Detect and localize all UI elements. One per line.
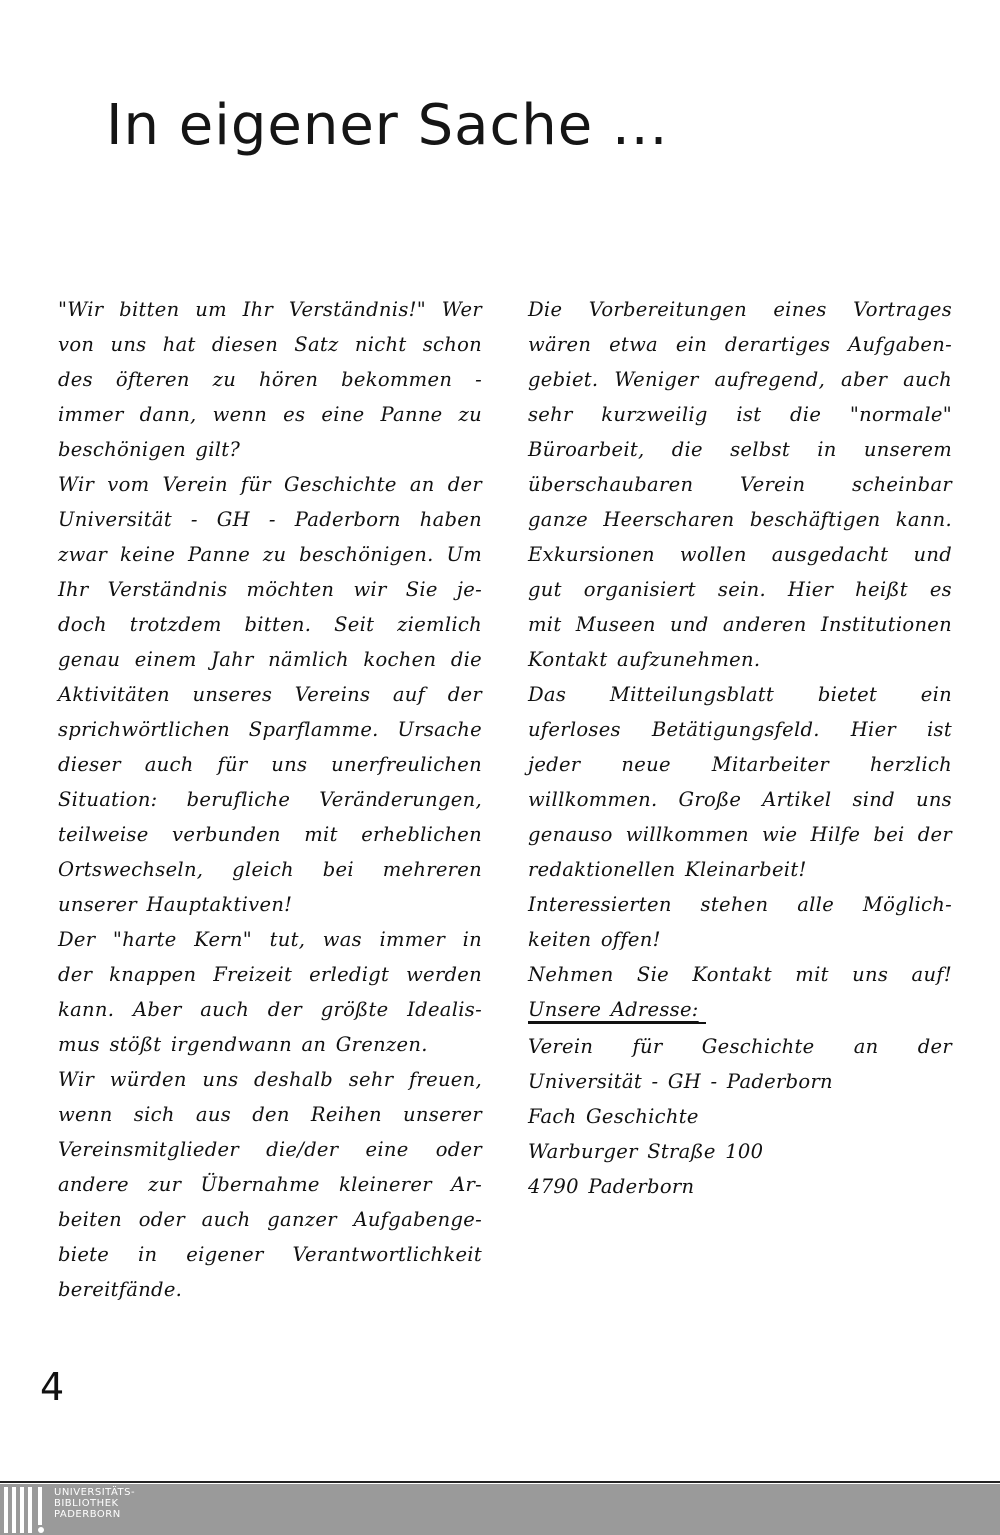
text-line: Aktivitäten unseres Vereins auf der — [58, 683, 482, 706]
text-line: der knappen Freizeit erledigt werden — [58, 963, 482, 986]
text-line: gebiet. Weniger aufregend, aber auch — [528, 368, 952, 391]
page-number: 4 — [40, 1365, 65, 1409]
text-line: bereitfände. — [58, 1278, 183, 1301]
text-line: Büroarbeit, die selbst in unserem — [528, 438, 952, 461]
text-line: von uns hat diesen Satz nicht schon — [58, 333, 482, 356]
text-line: Situation: berufliche Veränderungen, — [58, 788, 482, 811]
text-line: zwar keine Panne zu beschönigen. Um — [58, 543, 482, 566]
address-line: 4790 Paderborn — [528, 1175, 695, 1198]
text-line: Interessierten stehen alle Möglich- — [528, 893, 952, 916]
right-column — [528, 292, 952, 1204]
text-line: wenn sich aus den Reihen unserer — [58, 1103, 482, 1126]
text-line: Ortswechseln, gleich bei mehreren — [58, 858, 482, 881]
text-line: Vereinsmitglieder die/der eine oder — [58, 1138, 482, 1161]
text-line: beiten oder auch ganzer Aufgabenge- — [58, 1208, 482, 1231]
address-line: Warburger Straße 100 — [528, 1140, 764, 1163]
page-title: In eigener Sache ... — [106, 93, 669, 158]
text-line: genauso willkommen wie Hilfe bei der — [528, 823, 952, 846]
left-column — [58, 292, 482, 1307]
text-line: biete in eigener Verantwortlichkeit — [58, 1243, 482, 1266]
text-line: unserer Hauptaktiven! — [58, 893, 293, 916]
text-line: überschaubaren Verein scheinbar — [528, 473, 952, 496]
text-line: teilweise verbunden mit erheblichen — [58, 823, 482, 846]
library-footer — [0, 1484, 1000, 1535]
library-name — [54, 1487, 135, 1520]
text-line: Wir vom Verein für Geschichte an der — [58, 473, 482, 496]
text-line: Der "harte Kern" tut, was immer in — [58, 928, 482, 951]
text-line: ganze Heerscharen beschäftigen kann. — [528, 508, 952, 531]
text-line: sehr kurzweilig ist die "normale" — [528, 403, 952, 426]
library-logo-icon — [2, 1487, 50, 1533]
text-line: Kontakt aufzunehmen. — [528, 648, 761, 671]
library-name-line: PADERBORN — [54, 1509, 121, 1520]
text-line: willkommen. Große Artikel sind uns — [528, 788, 952, 811]
text-line: gut organisiert sein. Hier heißt es — [528, 578, 952, 601]
text-line: mus stößt irgendwann an Grenzen. — [58, 1033, 428, 1056]
text-line: Wir würden uns deshalb sehr freuen, — [58, 1068, 482, 1091]
text-line: Die Vorbereitungen eines Vortrages — [528, 298, 952, 321]
text-line: immer dann, wenn es eine Panne zu — [58, 403, 482, 426]
text-line: doch trotzdem bitten. Seit ziemlich — [58, 613, 482, 636]
text-line: kann. Aber auch der größte Idealis- — [58, 998, 482, 1021]
address-heading: Unsere Adresse: — [528, 998, 699, 1021]
text-line: keiten offen! — [528, 928, 661, 951]
library-name-line: BIBLIOTHEK — [54, 1498, 119, 1509]
text-line: jeder neue Mitarbeiter herzlich — [528, 753, 952, 776]
text-line: Das Mitteilungsblatt bietet ein — [528, 683, 952, 706]
address-line: Verein für Geschichte an der — [528, 1035, 952, 1058]
bottom-rule — [0, 1481, 1000, 1483]
text-line: dieser auch für uns unerfreulichen — [58, 753, 482, 776]
text-line: mit Museen und anderen Institutionen — [528, 613, 952, 636]
text-line: Nehmen Sie Kontakt mit uns auf! — [528, 963, 952, 986]
text-line: wären etwa ein derartiges Aufgaben- — [528, 333, 952, 356]
text-line: sprichwörtlichen Sparflamme. Ursache — [58, 718, 482, 741]
text-line: Universität - GH - Paderborn haben — [58, 508, 482, 531]
text-line: beschönigen gilt? — [58, 438, 241, 461]
text-line: redaktionellen Kleinarbeit! — [528, 858, 807, 881]
text-line: uferloses Betätigungsfeld. Hier ist — [528, 718, 952, 741]
text-line: genau einem Jahr nämlich kochen die — [58, 648, 482, 671]
library-name-line: UNIVERSITÄTS- — [54, 1487, 136, 1498]
text-line: andere zur Übernahme kleinerer Ar- — [58, 1173, 482, 1196]
text-line: "Wir bitten um Ihr Verständnis!" Wer — [58, 298, 482, 321]
address-line: Universität - GH - Paderborn — [528, 1070, 833, 1093]
text-line: Exkursionen wollen ausgedacht und — [528, 543, 952, 566]
text-line: Ihr Verständnis möchten wir Sie je- — [58, 578, 482, 601]
text-line: des öfteren zu hören bekommen - — [58, 368, 482, 391]
address-line: Fach Geschichte — [528, 1105, 699, 1128]
